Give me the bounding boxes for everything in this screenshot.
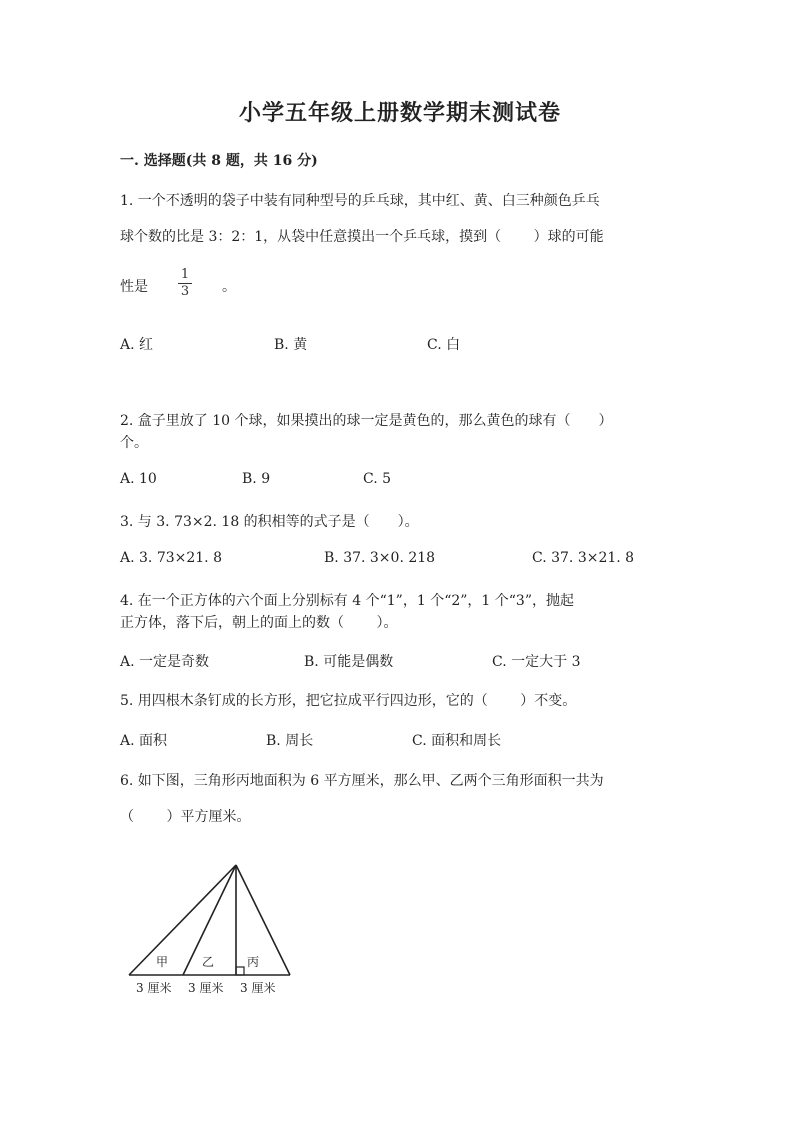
question-1-period: 。 bbox=[222, 279, 236, 295]
label-bing: 丙 bbox=[247, 955, 260, 969]
question-1-option-c: C. 白 bbox=[427, 337, 461, 353]
right-angle-marker bbox=[236, 967, 244, 975]
question-4-option-b: B. 可能是偶数 bbox=[304, 654, 394, 670]
base-label-2: 3 厘米 bbox=[188, 981, 224, 995]
question-2-option-c: C. 5 bbox=[363, 471, 392, 487]
probability-fraction bbox=[178, 268, 192, 299]
question-1-line-1: 1. 一个不透明的袋子中装有同种型号的乒乓球，其中红、黄、白三种颜色乒乓 bbox=[120, 193, 600, 209]
outer-right-edge bbox=[236, 865, 290, 975]
question-1-line-3: 性是 bbox=[120, 279, 148, 295]
question-2-line-2: 个。 bbox=[120, 435, 148, 451]
question-3-option-c: C. 37. 3×21. 8 bbox=[532, 550, 635, 566]
fraction-numerator: 1 bbox=[180, 267, 190, 282]
question-4-line-2: 正方体，落下后，朝上的面上的数（ ）。 bbox=[120, 615, 398, 631]
question-2-option-b: B. 9 bbox=[242, 471, 271, 487]
question-3-option-b: B. 37. 3×0. 218 bbox=[324, 550, 436, 566]
question-5-option-c: C. 面积和周长 bbox=[412, 733, 502, 749]
question-4-option-c: C. 一定大于 3 bbox=[492, 654, 581, 670]
outer-left-edge bbox=[129, 865, 236, 975]
section-heading: 一. 选择题(共 8 题，共 16 分) bbox=[120, 153, 318, 169]
question-5-line-1: 5. 用四根木条钉成的长方形，把它拉成平行四边形，它的（ ）不变。 bbox=[120, 693, 577, 709]
fraction-denominator: 3 bbox=[180, 284, 190, 299]
question-6-line-1: 6. 如下图，三角形丙地面积为 6 平方厘米，那么甲、乙两个三角形面积一共为 bbox=[120, 773, 604, 789]
question-3-option-a: A. 3. 73×21. 8 bbox=[120, 550, 222, 566]
question-1-option-b: B. 黄 bbox=[274, 337, 308, 353]
question-4-line-1: 4. 在一个正方体的六个面上分别标有 4 个“1”，1 个“2”，1 个“3”，抛起 bbox=[120, 593, 574, 609]
base-label-3: 3 厘米 bbox=[240, 981, 276, 995]
question-5-option-a: A. 面积 bbox=[120, 733, 168, 749]
label-jia: 甲 bbox=[156, 955, 169, 969]
triangle-figure bbox=[126, 858, 296, 998]
question-1-option-a: A. 红 bbox=[120, 337, 154, 353]
question-2-line-1: 2. 盒子里放了 10 个球，如果摸出的球一定是黄色的，那么黄色的球有（ ） bbox=[120, 413, 613, 429]
question-2-option-a: A. 10 bbox=[120, 471, 157, 487]
page-title: 小学五年级上册数学期末测试卷 bbox=[238, 100, 561, 126]
question-4-option-a: A. 一定是奇数 bbox=[120, 654, 210, 670]
question-6-line-2: （ ）平方厘米。 bbox=[120, 809, 251, 825]
base-label-1: 3 厘米 bbox=[136, 981, 172, 995]
question-1-line-2: 球个数的比是 3：2：1，从袋中任意摸出一个乒乓球，摸到（ ）球的可能 bbox=[120, 229, 604, 245]
question-5-option-b: B. 周长 bbox=[266, 733, 314, 749]
question-3-line-1: 3. 与 3. 73×2. 18 的积相等的式子是（ ）。 bbox=[120, 514, 419, 530]
label-yi: 乙 bbox=[202, 955, 215, 969]
